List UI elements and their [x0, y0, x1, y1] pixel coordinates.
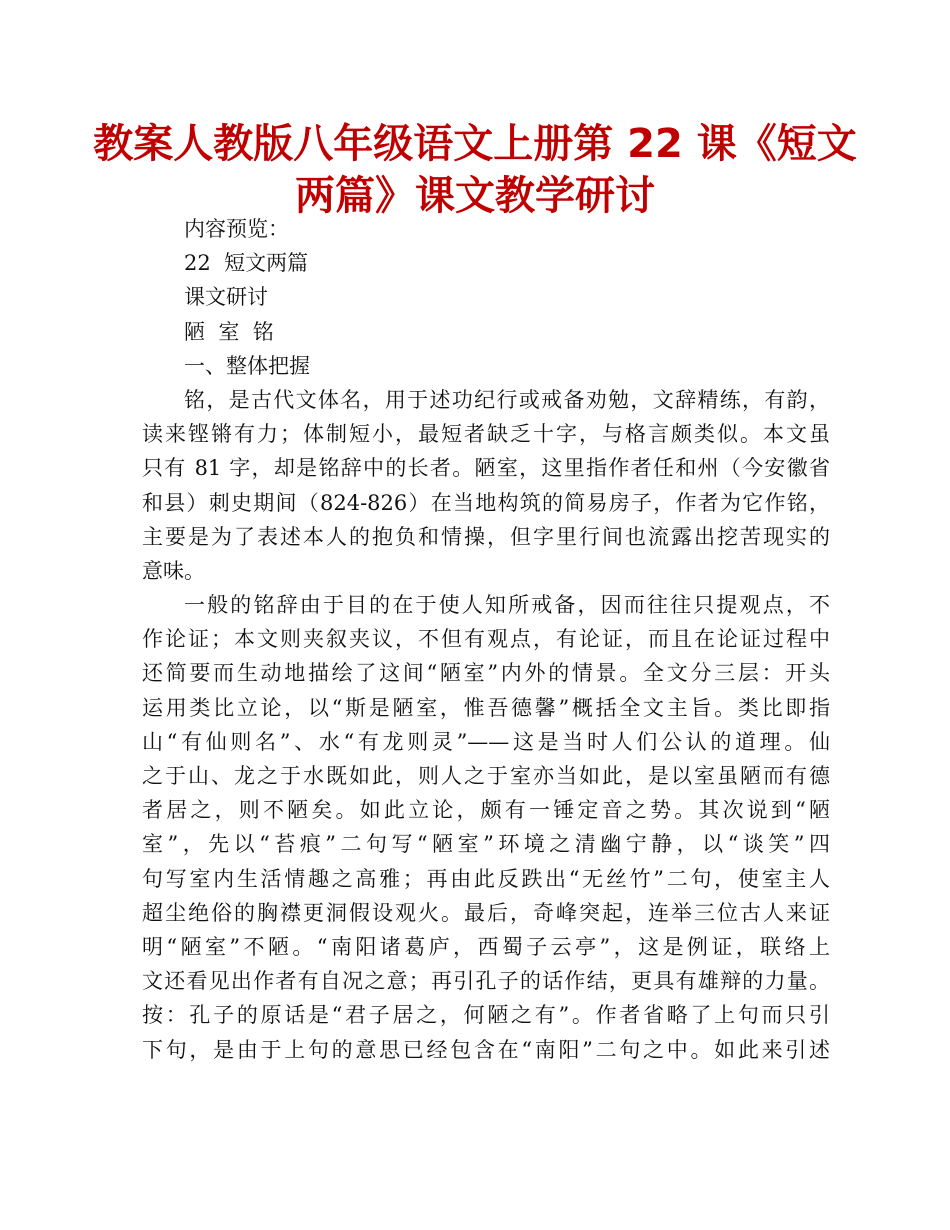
paragraph-line: 超尘绝俗的胸襟更洞假设观火。最后，奇峰突起，连举三位古人来证	[142, 900, 830, 925]
paragraph-line: 作论证；本文则夹叙夹议，不但有观点，有论证，而且在论证过程中	[142, 627, 830, 652]
paragraph-line: 主要是为了表述本人的抱负和情操，但字里行间也流露出挖苦现实的	[142, 524, 830, 549]
document-title	[60, 118, 890, 222]
paragraph-line: 按：孔子的原话是“君子居之，何陋之有”。作者省略了上句而只引	[142, 1003, 830, 1028]
paragraph-line: 意味。	[142, 558, 205, 583]
paragraph-line: 句写室内生活情趣之高雅；再由此反跌出“无丝竹”二句，使室主人	[142, 866, 830, 891]
paragraph-line: 之于山、龙之于水既如此，则人之于室亦当如此，是以室虽陋而有德	[142, 764, 830, 788]
paragraph-line: 室”，先以“苔痕”二句写“陋室”环境之清幽宁静，以“谈笑”四	[142, 832, 830, 857]
essay-title: 陋 室 铭	[184, 319, 274, 344]
paragraph	[142, 383, 830, 588]
subsection-heading: 一、整体把握	[184, 353, 310, 378]
paragraph-line: 明“陋室”不陋。“南阳诸葛庐，西蜀子云亭”，这是例证，联络上	[142, 934, 830, 959]
paragraph	[142, 588, 830, 1067]
title-line: 两篇》课文教学研讨	[295, 173, 655, 219]
paragraph-line: 一般的铭辞由于目的在于使人知所戒备，因而往往只提观点，不	[184, 593, 830, 618]
paragraph-line: 山“有仙则名”、水“有龙则灵”——这是当时人们公认的道理。仙	[142, 729, 830, 754]
paragraph-line: 下句，是由于上句的意思已经包含在“南阳”二句之中。如此来引述	[142, 1037, 830, 1062]
paragraph-line: 读来铿锵有力；体制短小，最短者缺乏十字，与格言颇类似。本文虽	[142, 422, 830, 447]
paragraph-line: 者居之，则不陋矣。如此立论，颇有一锤定音之势。其次说到“陋	[142, 798, 830, 823]
paragraph-line: 铭，是古代文体名，用于述功纪行或戒备劝勉，文辞精练，有韵，	[184, 387, 830, 412]
paragraph-line: 只有 81 字，却是铭辞中的长者。陋室，这里指作者任和州（今安徽省	[142, 456, 830, 481]
title-line: 教案人教版八年级语文上册第 22 课《短文	[93, 121, 857, 167]
section-heading: 课文研讨	[184, 285, 268, 310]
paragraph-line: 和县）刺史期间（824-826）在当地构筑的简易房子，作者为它作铭，	[142, 490, 830, 515]
paragraph-line: 还简要而生动地描绘了这间“陋室”内外的情景。全文分三层：开头	[142, 661, 830, 686]
document-body	[142, 212, 830, 1067]
preview-label: 内容预览：	[184, 217, 289, 241]
lesson-heading: 22 短文两篇	[184, 251, 309, 276]
paragraph-line: 运用类比立论，以“斯是陋室，惟吾德馨”概括全文主旨。类比即指	[142, 695, 830, 720]
paragraph-line: 文还看见出作者有自况之意；再引孔子的话作结，更具有雄辩的力量。	[142, 969, 830, 994]
